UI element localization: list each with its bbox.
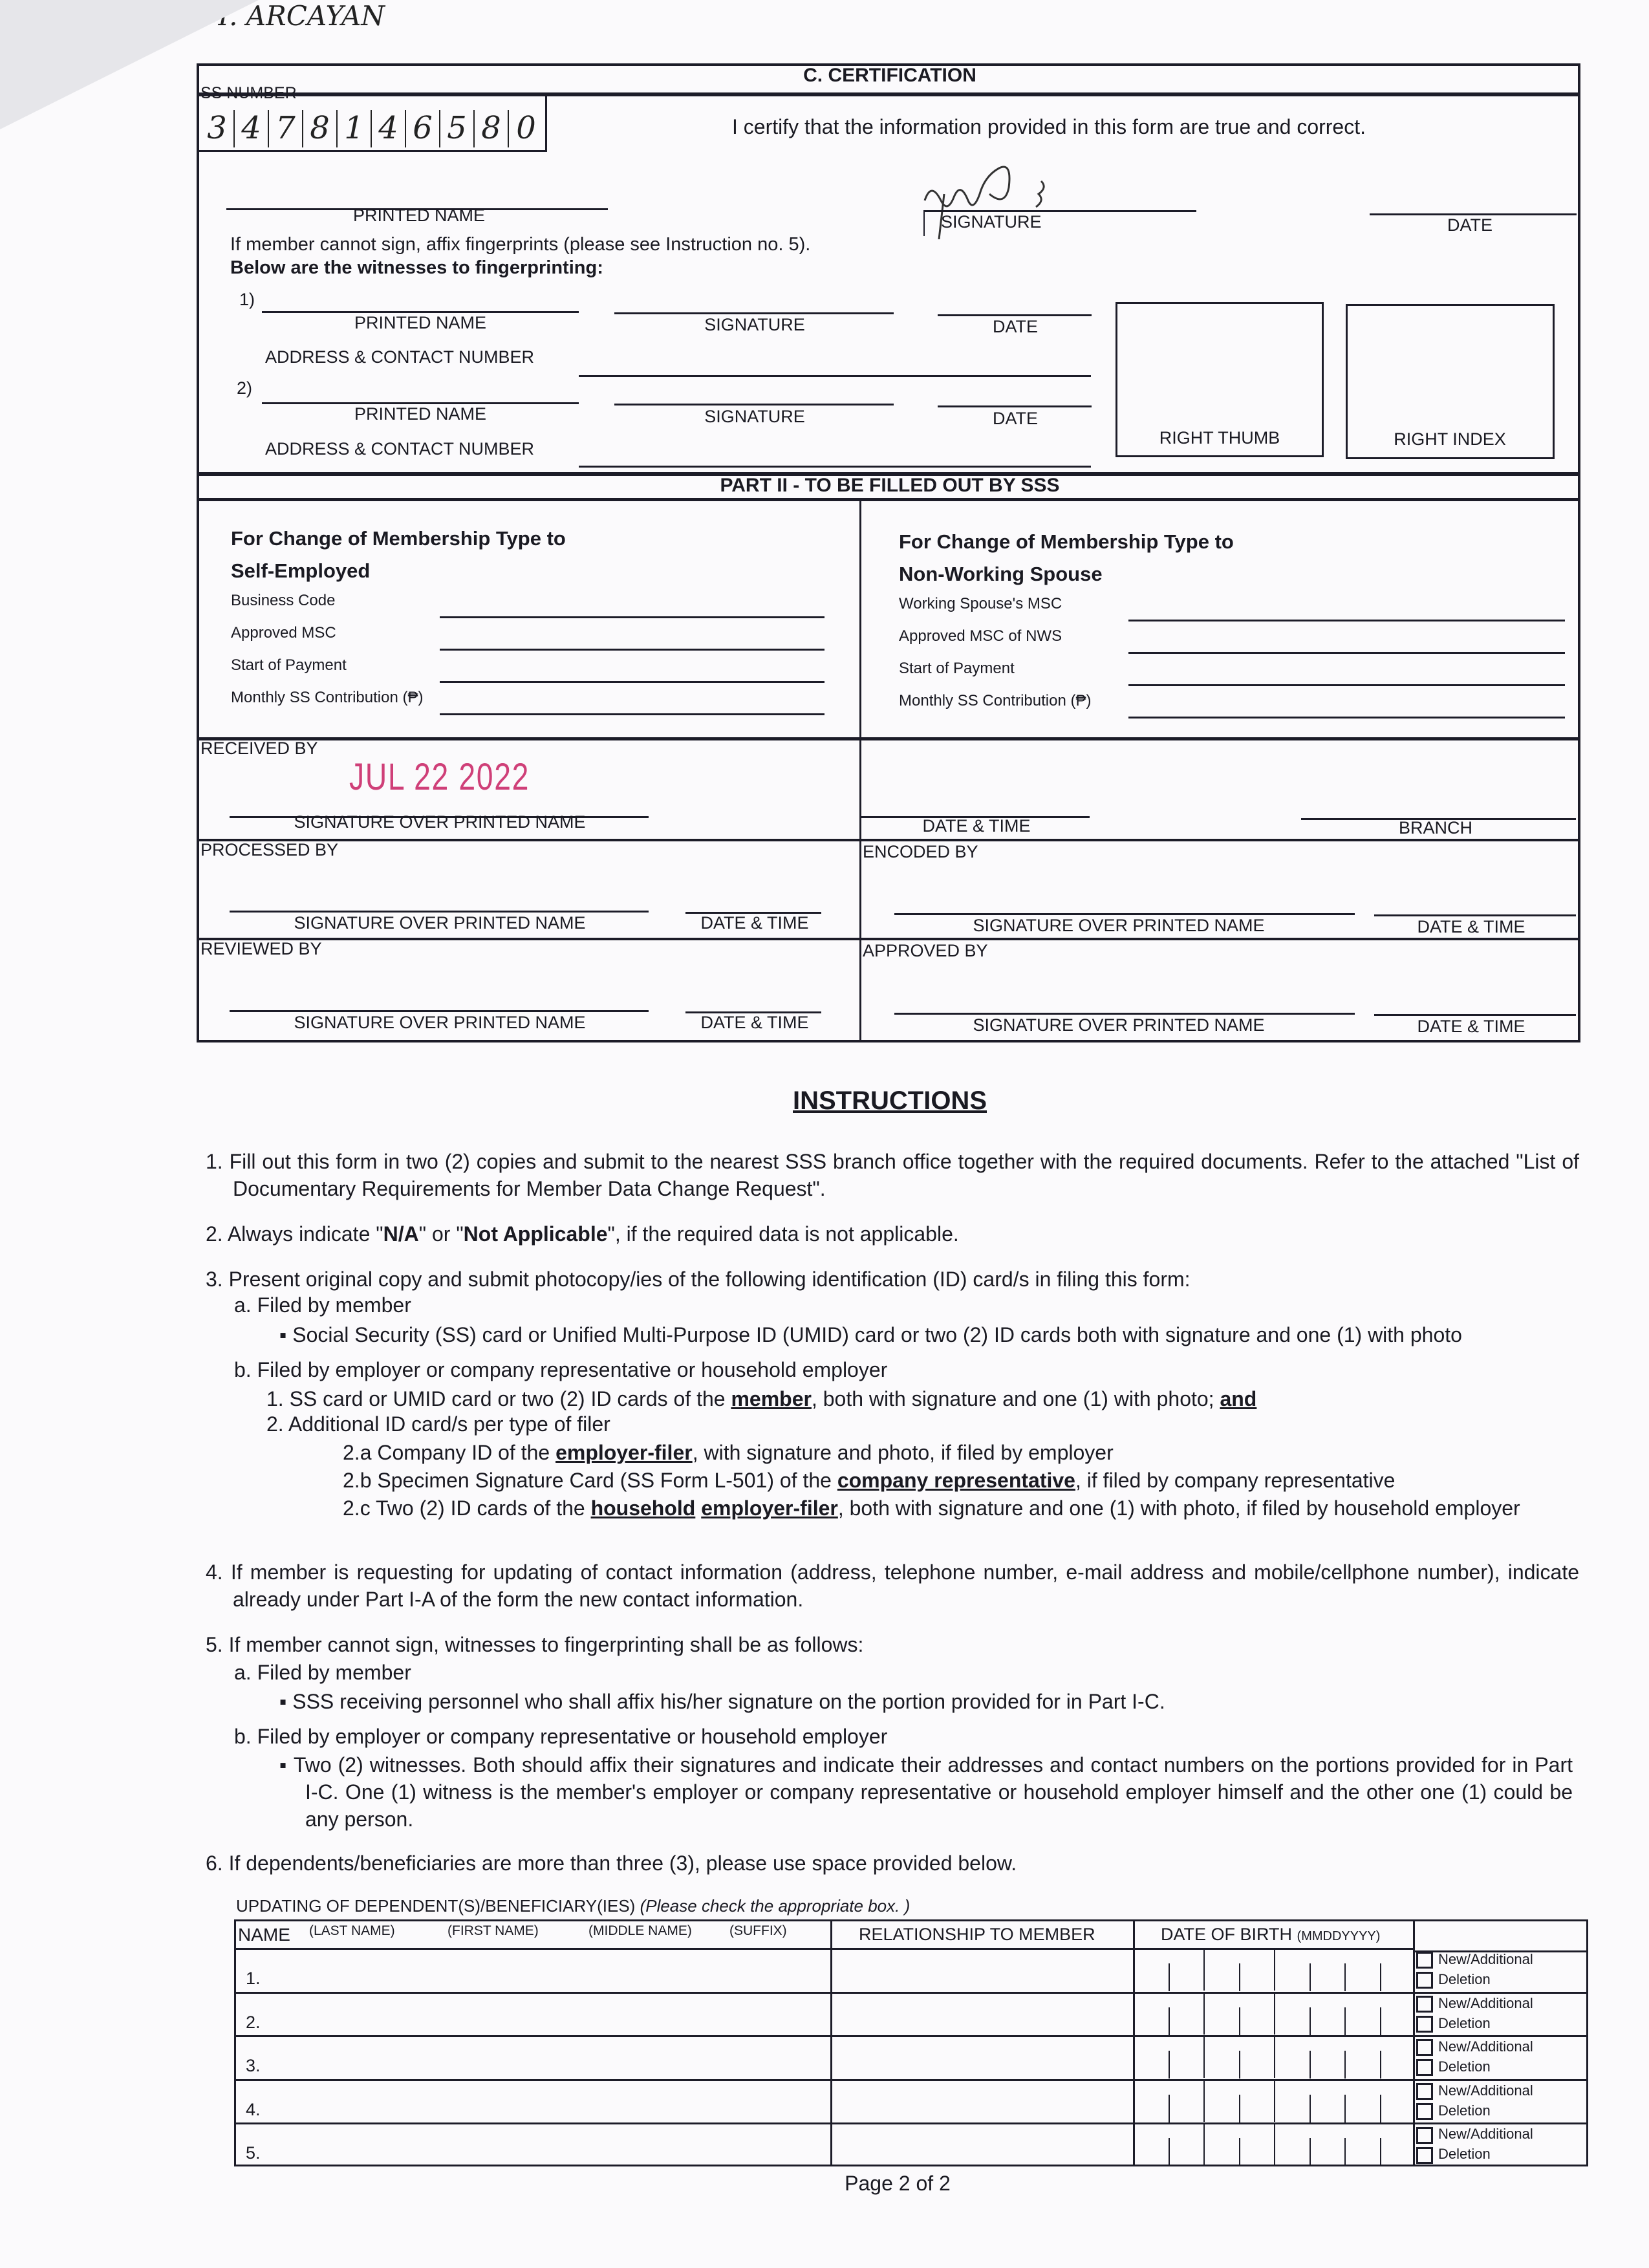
deletion-label: Deletion [1438,2102,1491,2119]
dob-digit-divider [1380,2138,1381,2166]
new-additional-option[interactable] [1416,2036,1533,2057]
new-additional-label: New/Additional [1438,2082,1533,2099]
left-field-label: Business Code [231,592,336,609]
dependent-action-options [1416,2124,1533,2164]
reviewed-by-label: REVIEWED BY [200,939,322,958]
deletion-label: Deletion [1438,2146,1491,2163]
received-signature-label: SIGNATURE OVER PRINTED NAME [294,812,586,832]
dob-digit-divider [1310,2051,1311,2079]
ss-digit: 3 [200,110,235,147]
reviewed-date-time-label: DATE & TIME [700,1013,809,1032]
dob-digit-divider [1344,2138,1346,2166]
deletion-option[interactable] [1416,2144,1533,2164]
dob-digit-divider [1380,2051,1381,2079]
dependents-table [234,1919,1588,2166]
dob-digit-divider [1203,2079,1205,2122]
instruction-4: 4. If member is requesting for updating of contact information (address, telephone number, e-mail address and mobile/cellphone number), indicate already under Part I-A of the form the new contact information. [206,1561,1579,1611]
dob-digit-divider [1203,1992,1205,2035]
approved-by-label: APPROVED BY [863,941,988,960]
dependent-row-number: 2. [246,2012,261,2032]
left-field-line[interactable] [440,649,824,651]
witness-2-date-label: DATE [992,409,1039,428]
right-field-label: Start of Payment [899,660,1015,677]
page-number: Page 2 of 2 [845,2172,951,2195]
row-divider [234,2079,1588,2081]
deletion-label: Deletion [1438,2058,1491,2075]
new-additional-label: New/Additional [1438,1951,1533,1967]
new-additional-option[interactable] [1416,1949,1533,1969]
dependent-row-number: 4. [246,2099,261,2119]
deletion-option[interactable] [1416,2013,1533,2033]
signature-label: SIGNATURE [941,212,1042,232]
ss-digit: 8 [475,110,509,147]
left-field-label: Approved MSC [231,624,336,642]
dependent-row-number: 1. [246,1969,261,1988]
dob-digit-divider [1274,1948,1275,1991]
received-date-time-label: DATE & TIME [922,816,1031,836]
right-field-line[interactable] [1128,620,1565,621]
received-by-label: RECEIVED BY [200,739,318,758]
witness-1-address-label: ADDRESS & CONTACT NUMBER [265,347,535,367]
right-field-line[interactable] [1128,652,1565,654]
dependent-action-options [1416,2036,1533,2077]
right-thumb-label: RIGHT THUMB [1159,428,1280,448]
col-name: NAME [238,1925,290,1945]
instruction-3b-1: 1. SS card or UMID card or two (2) ID cards of the member, both with signature and one (1) with photo; and [266,1387,1257,1410]
deletion-checkbox[interactable] [1416,2147,1433,2164]
ss-digit: 4 [235,110,269,147]
instruction-3b: b. Filed by employer or company representative or household employer [234,1358,888,1381]
fingerprint-note: If member cannot sign, affix fingerprints (please see Instruction no. 5). [230,234,811,255]
dob-digit-divider [1239,1963,1240,1991]
dob-digit-divider [1239,2138,1240,2166]
deletion-checkbox[interactable] [1416,1972,1433,1989]
encoded-by-label: ENCODED BY [863,842,978,861]
date-label: DATE [1447,215,1493,235]
approved-signature-label: SIGNATURE OVER PRINTED NAME [973,1015,1265,1035]
witness-1-date-label: DATE [992,317,1039,336]
printed-name-value: ELAINE JADE M. ARCAYAN [0,0,385,32]
nws-heading: For Change of Membership Type to [899,530,1234,553]
dob-digit-divider [1380,2095,1381,2122]
new-additional-label: New/Additional [1438,2038,1533,2055]
left-field-line[interactable] [440,713,824,715]
deletion-label: Deletion [1438,2014,1491,2031]
new-additional-checkbox[interactable] [1416,2127,1433,2144]
dependent-action-options [1416,1949,1533,1989]
self-employed-heading: For Change of Membership Type to [231,527,566,550]
encoded-date-time-label: DATE & TIME [1417,917,1525,936]
right-field-label: Approved MSC of NWS [899,627,1062,645]
dob-digit-divider [1310,2095,1311,2122]
witness-2-number: 2) [237,378,253,398]
reviewed-signature-label: SIGNATURE OVER PRINTED NAME [294,1013,586,1032]
dob-digit-divider [1274,2122,1275,2165]
right-field-label: Working Spouse's MSC [899,595,1062,612]
new-additional-option[interactable] [1416,1993,1533,2013]
instruction-5b-bullet: ▪ Two (2) witnesses. Both should affix their signatures and indicate their addresses and contact numbers on the portions provided for in Part I-C. One (1) witness is the member's employer or company representative or household employer himself and the other one (1) could be any person. [279,1753,1573,1831]
row-divider [234,2035,1588,2037]
dob-digit-divider [1239,2007,1240,2035]
dob-digit-divider [1169,2051,1170,2079]
right-field-line[interactable] [1128,717,1565,718]
dob-digit-divider [1169,2007,1170,2035]
col-dob: DATE OF BIRTH (MMDDYYYY) [1161,1925,1381,1944]
ss-digit: 1 [338,110,372,147]
col-suffix: (SUFFIX) [729,1923,787,1938]
deletion-checkbox[interactable] [1416,2059,1433,2076]
dob-digit-divider [1203,2035,1205,2078]
dob-digit-divider [1344,1963,1346,1991]
witness-heading: Below are the witnesses to fingerprinting: [230,257,603,278]
new-additional-option[interactable] [1416,2124,1533,2144]
dob-digit-divider [1239,2095,1240,2122]
dob-digit-divider [1169,1963,1170,1991]
instruction-6: 6. If dependents/beneficiaries are more than three (3), please use space provided below. [206,1852,1017,1875]
processed-signature-label: SIGNATURE OVER PRINTED NAME [294,913,586,933]
dob-digit-divider [1344,2095,1346,2122]
instruction-3b-2b: 2.b Specimen Signature Card (SS Form L-501) of the company representative, if filed by company representative [343,1469,1396,1492]
right-index-label: RIGHT INDEX [1394,429,1506,449]
branch-label: BRANCH [1398,818,1473,837]
row-divider [234,1992,1588,1994]
dependents-title: UPDATING OF DEPENDENT(S)/BENEFICIARY(IES) (Please check the appropriate box. ) [236,1896,911,1916]
instruction-5a-bullet: ▪ SSS receiving personnel who shall affix his/her signature on the portion provided for in Part I-C. [279,1690,1165,1713]
ss-digit: 0 [516,110,536,146]
left-field-label: Start of Payment [231,656,347,674]
dob-digit-divider [1169,2138,1170,2166]
certification-title: C. CERTIFICATION [803,65,976,86]
dob-digit-divider [1274,1992,1275,2035]
dob-digit-divider [1344,2007,1346,2035]
dob-digit-divider [1310,2007,1311,2035]
new-additional-checkbox[interactable] [1416,2083,1433,2100]
deletion-checkbox[interactable] [1416,2103,1433,2120]
dob-digit-divider [1344,2051,1346,2079]
instruction-5: 5. If member cannot sign, witnesses to fingerprinting shall be as follows: [206,1633,864,1656]
deletion-option[interactable] [1416,2057,1533,2077]
col-first-name: (FIRST NAME) [447,1923,539,1938]
deletion-checkbox[interactable] [1416,2016,1433,2033]
col-relationship: RELATIONSHIP TO MEMBER [859,1925,1095,1944]
dob-digit-divider [1203,1948,1205,1991]
col-last-name: (LAST NAME) [309,1923,395,1938]
right-field-line[interactable] [1128,684,1565,686]
instruction-2: 2. Always indicate "N/A" or "Not Applicable", if the required data is not applicable. [206,1222,959,1246]
new-additional-checkbox[interactable] [1416,1952,1433,1969]
instruction-3a: a. Filed by member [234,1293,411,1317]
encoded-signature-label: SIGNATURE OVER PRINTED NAME [973,916,1265,935]
self-employed-heading-2: Self-Employed [231,559,371,582]
instruction-3b-2: 2. Additional ID card/s per type of filer [266,1412,610,1436]
dob-digit-divider [1239,2051,1240,2079]
witness-2-signature-label: SIGNATURE [704,407,805,426]
witness-2-name-label: PRINTED NAME [354,404,487,424]
instruction-5a: a. Filed by member [234,1661,411,1684]
left-field-line[interactable] [440,681,824,683]
witness-1-number: 1) [239,290,255,309]
instruction-3b-2c: 2.c Two (2) ID cards of the household employer-filer, both with signature and one (1) with photo, if filed by household employer [343,1496,1520,1520]
dob-digit-divider [1274,2079,1275,2122]
date-value: 07/22/2022 [0,32,149,61]
dob-digit-divider [1274,2035,1275,2078]
left-field-line[interactable] [440,616,824,618]
processed-by-label: PROCESSED BY [200,840,339,859]
col-middle-name: (MIDDLE NAME) [588,1923,692,1938]
ss-digit: 8 [303,110,338,147]
instruction-5b: b. Filed by employer or company representative or household employer [234,1725,888,1748]
dob-digit-divider [1203,2122,1205,2165]
dob-digit-divider [1169,2095,1170,2122]
new-additional-label: New/Additional [1438,1994,1533,2011]
nws-heading-2: Non-Working Spouse [899,563,1103,585]
ss-number-label: SS NUMBER [200,84,297,102]
dependent-action-options [1416,2080,1533,2121]
ss-digit: 7 [269,110,303,147]
deletion-label: Deletion [1438,1971,1491,1987]
ss-number-digits [200,110,543,147]
received-date-stamp: JUL 22 2022 [349,756,530,798]
processed-date-time-label: DATE & TIME [700,913,809,933]
witness-1-signature-label: SIGNATURE [704,315,805,334]
dependent-row-number: 5. [246,2143,261,2163]
instructions-title: INSTRUCTIONS [793,1086,987,1115]
dob-digit-divider [1310,1963,1311,1991]
instruction-3: 3. Present original copy and submit photocopy/ies of the following identification (ID) card/s in filing this form: [206,1268,1191,1291]
ss-digit: 4 [372,110,406,147]
new-additional-option[interactable] [1416,2080,1533,2101]
dependent-row-number: 3. [246,2056,261,2076]
instruction-3a-bullet: ▪ Social Security (SS) card or Unified Multi-Purpose ID (UMID) card or two (2) ID cards both with signature and one (1) with photo [279,1323,1462,1346]
dob-digit-divider [1380,2007,1381,2035]
dob-digit-divider [1380,1963,1381,1991]
instruction-3b-2a: 2.a Company ID of the employer-filer, with signature and photo, if filed by employer [343,1441,1114,1464]
deletion-option[interactable] [1416,1969,1533,1989]
row-divider [234,2122,1588,2124]
new-additional-checkbox[interactable] [1416,1996,1433,2013]
new-additional-label: New/Additional [1438,2126,1533,2143]
approved-date-time-label: DATE & TIME [1417,1017,1525,1036]
certify-statement: I certify that the information provided in this form are true and correct. [732,115,1366,138]
ss-digit: 6 [406,110,440,147]
printed-name-label: PRINTED NAME [352,206,486,225]
new-additional-checkbox[interactable] [1416,2039,1433,2056]
witness-2-address-label: ADDRESS & CONTACT NUMBER [265,439,535,459]
witness-1-name-label: PRINTED NAME [354,313,487,332]
left-field-label: Monthly SS Contribution (₱) [231,689,424,706]
right-field-label: Monthly SS Contribution (₱) [899,692,1092,709]
dob-digit-divider [1310,2138,1311,2166]
ss-digit: 5 [440,110,475,147]
dependent-action-options [1416,1993,1533,2033]
instruction-1: 1. Fill out this form in two (2) copies and submit to the nearest SSS branch office together with the required documents. Refer to the attached "List of Documentary Requirements for Member Data Change Request". [206,1150,1579,1200]
part2-title: PART II - TO BE FILLED OUT BY SSS [720,475,1060,496]
deletion-option[interactable] [1416,2101,1533,2121]
